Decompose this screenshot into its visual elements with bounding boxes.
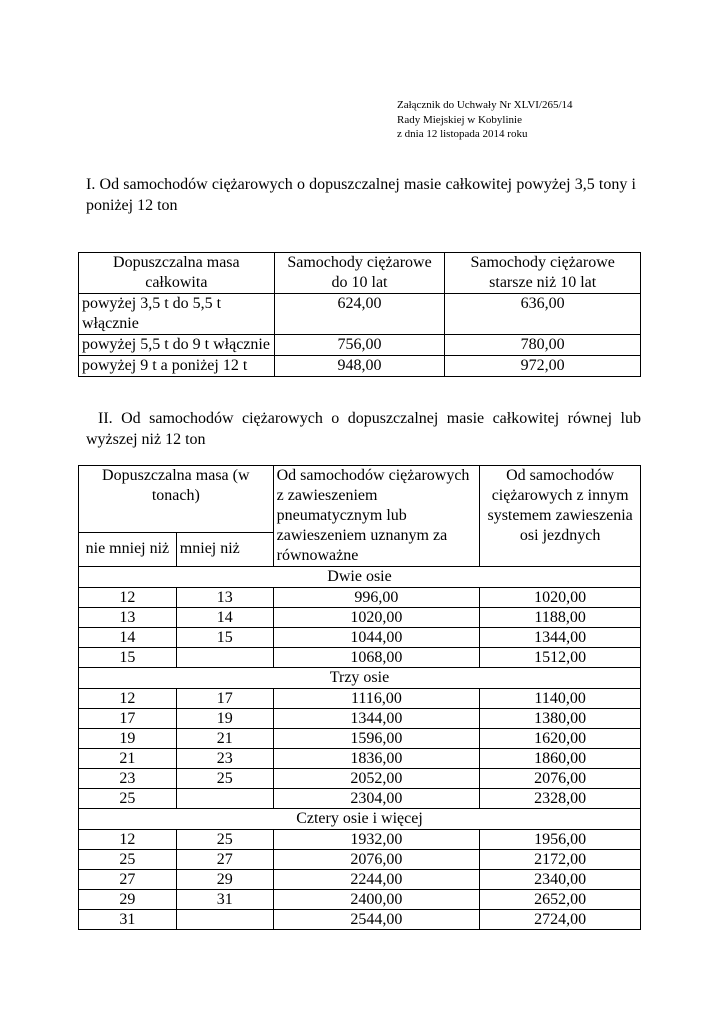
- value-other: 1860,00: [480, 749, 641, 769]
- table-row: [79, 850, 641, 870]
- value-up-to-10: 948,00: [274, 356, 445, 377]
- value-pneumatic: 1116,00: [273, 689, 480, 709]
- value-other: 2328,00: [480, 789, 641, 809]
- mass-max: 29: [176, 870, 273, 890]
- value-pneumatic: 1932,00: [273, 830, 480, 850]
- table-row: [79, 648, 641, 668]
- row-label: powyżej 3,5 t do 5,5 t włącznie: [79, 294, 275, 335]
- table-row: [79, 729, 641, 749]
- value-other: 1512,00: [480, 648, 641, 668]
- value-other: 1956,00: [480, 830, 641, 850]
- mass-min: 31: [79, 910, 177, 930]
- value-other: 1380,00: [480, 709, 641, 729]
- value-other: 2340,00: [480, 870, 641, 890]
- mass-min: 21: [79, 749, 177, 769]
- mass-min: 25: [79, 850, 177, 870]
- table-row: [79, 870, 641, 890]
- value-pneumatic: 1596,00: [273, 729, 480, 749]
- value-other: 1020,00: [480, 588, 641, 608]
- value-pneumatic: 2544,00: [273, 910, 480, 930]
- table1-header-older-10: Samochody ciężarowe starsze niż 10 lat: [445, 253, 641, 294]
- mass-min: 29: [79, 890, 177, 910]
- value-other: 2652,00: [480, 890, 641, 910]
- mass-min: 12: [79, 830, 177, 850]
- header-line-1: Załącznik do Uchwały Nr XLVI/265/14: [397, 99, 573, 111]
- mass-max: 14: [176, 608, 273, 628]
- mass-max: [176, 910, 273, 930]
- row-label: powyżej 9 t a poniżej 12 t: [79, 356, 275, 377]
- value-pneumatic: 2304,00: [273, 789, 480, 809]
- mass-min: 25: [79, 789, 177, 809]
- table-row: [79, 294, 641, 335]
- value-pneumatic: 2052,00: [273, 769, 480, 789]
- table-row: [79, 789, 641, 809]
- mass-min: 17: [79, 709, 177, 729]
- value-pneumatic: 996,00: [273, 588, 480, 608]
- table-section-2: [78, 465, 641, 930]
- table-row: [79, 356, 641, 377]
- value-pneumatic: 1068,00: [273, 648, 480, 668]
- table-row: [79, 890, 641, 910]
- mass-max: 17: [176, 689, 273, 709]
- mass-min: 12: [79, 689, 177, 709]
- value-pneumatic: 1344,00: [273, 709, 480, 729]
- table-row: [79, 769, 641, 789]
- value-other: 1140,00: [480, 689, 641, 709]
- mass-min: 14: [79, 628, 177, 648]
- group-row: [79, 567, 641, 588]
- value-older-10: 780,00: [445, 335, 641, 356]
- value-pneumatic: 2244,00: [273, 870, 480, 890]
- mass-max: 25: [176, 769, 273, 789]
- table-row: [79, 608, 641, 628]
- table-row: [79, 749, 641, 769]
- mass-max: [176, 648, 273, 668]
- section-2-title: II. Od samochodów ciężarowych o dopuszczalnej masie całkowitej równej lub wyższej niż 12 ton: [86, 410, 641, 448]
- value-up-to-10: 756,00: [274, 335, 445, 356]
- table2-header-mass: Dopuszczalna masa (w tonach): [79, 466, 274, 533]
- table-row: [79, 588, 641, 608]
- mass-max: 15: [176, 628, 273, 648]
- table-row: [79, 689, 641, 709]
- table-row: [79, 910, 641, 930]
- axle-group-label: Cztery osie i więcej: [79, 809, 641, 830]
- mass-max: 27: [176, 850, 273, 870]
- mass-max: 23: [176, 749, 273, 769]
- mass-max: 31: [176, 890, 273, 910]
- table2-header-pneumatic: Od samochodów ciężarowych z zawieszeniem pneumatycznym lub zawieszeniem uznanym za równoważne: [273, 466, 480, 567]
- table2-header-other: Od samochodów ciężarowych z innym systemem zawieszenia osi jezdnych: [480, 466, 641, 567]
- mass-max: 21: [176, 729, 273, 749]
- group-row: [79, 809, 641, 830]
- value-pneumatic: 2400,00: [273, 890, 480, 910]
- table-section-1: [78, 252, 641, 377]
- value-other: 2724,00: [480, 910, 641, 930]
- axle-group-label: Dwie osie: [79, 567, 641, 588]
- mass-min: 13: [79, 608, 177, 628]
- mass-min: 15: [79, 648, 177, 668]
- value-older-10: 972,00: [445, 356, 641, 377]
- mass-min: 23: [79, 769, 177, 789]
- mass-max: 13: [176, 588, 273, 608]
- table2-header-max: mniej niż: [176, 532, 273, 566]
- table2-header-min: nie mniej niż: [79, 532, 177, 566]
- row-label: powyżej 5,5 t do 9 t włącznie: [79, 335, 275, 356]
- table-row: [79, 335, 641, 356]
- value-other: 1188,00: [480, 608, 641, 628]
- axle-group-label: Trzy osie: [79, 668, 641, 689]
- value-other: 1620,00: [480, 729, 641, 749]
- value-pneumatic: 1044,00: [273, 628, 480, 648]
- table-row: [79, 628, 641, 648]
- table1-header-up-to-10: Samochody ciężarowe do 10 lat: [274, 253, 445, 294]
- value-pneumatic: 1836,00: [273, 749, 480, 769]
- table1-header-mass: Dopuszczalna masa całkowita: [79, 253, 275, 294]
- value-pneumatic: 2076,00: [273, 850, 480, 870]
- header-line-2: Rady Miejskiej w Kobylinie: [397, 113, 522, 126]
- value-pneumatic: 1020,00: [273, 608, 480, 628]
- mass-min: 19: [79, 729, 177, 749]
- value-other: 1344,00: [480, 628, 641, 648]
- value-up-to-10: 624,00: [274, 294, 445, 335]
- mass-max: [176, 789, 273, 809]
- mass-min: 27: [79, 870, 177, 890]
- section-1-title: I. Od samochodów ciężarowych o dopuszczalnej masie całkowitej powyżej 3,5 tony i poniżej 12 ton: [86, 176, 636, 214]
- mass-max: 25: [176, 830, 273, 850]
- value-other: 2076,00: [480, 769, 641, 789]
- mass-min: 12: [79, 588, 177, 608]
- group-row: [79, 668, 641, 689]
- attachment-header: [397, 98, 573, 142]
- header-line-3: z dnia 12 listopada 2014 roku: [397, 128, 528, 140]
- value-other: 2172,00: [480, 850, 641, 870]
- mass-max: 19: [176, 709, 273, 729]
- table-row: [79, 709, 641, 729]
- value-older-10: 636,00: [445, 294, 641, 335]
- table-row: [79, 830, 641, 850]
